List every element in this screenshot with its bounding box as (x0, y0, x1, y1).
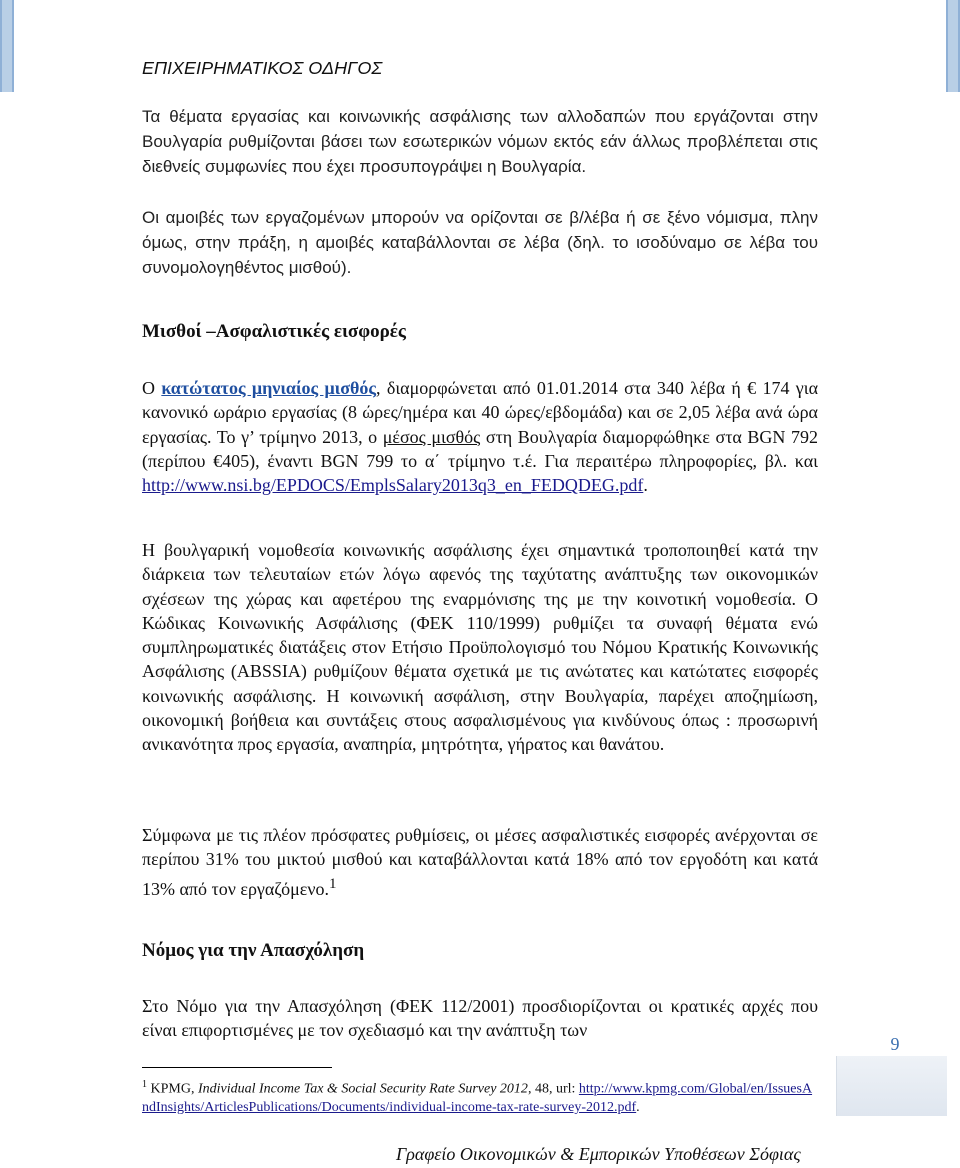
intro-paragraph-2: Οι αμοιβές των εργαζομένων μπορούν να ορίζονται σε β/λέβα ή σε ξένο νόμισμα, πλην όμως, στην πράξη, η αμοιβές καταβάλλονται σε λέβα (δηλ. το ισοδύναμο σε λέβα του συνομολογηθέντος μισθού). (142, 208, 818, 277)
average-salary-term: μέσος μισθός (382, 426, 481, 447)
right-margin-bar (946, 0, 960, 92)
footnote-reference[interactable]: 1 (328, 875, 337, 892)
page-number-tab (836, 1056, 947, 1116)
page-header-title: ΕΠΙΧΕΙΡΗΜΑΤΙΚΟΣ ΟΔΗΓΟΣ (142, 58, 383, 78)
footnote-divider (142, 1067, 332, 1068)
text-run: Ο (142, 378, 162, 398)
minimum-wage-paragraph (142, 376, 818, 497)
text-run: KPMG, (147, 1081, 198, 1097)
social-security-paragraph: Η βουλγαρική νομοθεσία κοινωνικής ασφάλισης έχει σημαντικά τροποποιηθεί κατά την διάρκεια των τελευταίων ετών λόγω αφενός της ταχύτατης ανάπτυξης των οικονομικών σχέσεων της χώρας και αφετέρου της εναρμόνισης της με την κοινοτική νομοθεσία. Ο Κώδικας Κοινωνικής Ασφάλισης (ΦΕΚ 110/1999) ρυθμίζει τα συναφή θέματα ενώ συμπληρωματικές διατάξεις στον Ετήσιο Προϋπολογισμό του Νόμου Κρατικής Κοινωνικής Ασφάλισης (ABSSIA) ρυθμίζουν θέματα σχετικά με τις ανώτατες και κατώτατες εισφορές κοινωνικής ασφάλισης. Η κοινωνική ασφάλιση, στην Βουλγαρία, παρέχει αποζημίωση, οικονομική βοήθεια και συντάξεις στους ασφαλισμένους για κινδύνους όπως : προσωρινή ανικανότητα προς εργασία, αναπηρία, μητρότητα, γήρατος και θανάτου. (142, 540, 818, 755)
text-run: . (643, 475, 648, 496)
nsi-salary-link[interactable]: http://www.nsi.bg/EPDOCS/EmplsSalary2013q3_en_FEDQDEG.pdf (142, 475, 644, 496)
footnote-marker: 1 (142, 1079, 147, 1090)
intro-paragraph-1: Τα θέματα εργασίας και κοινωνικής ασφάλισης των αλλοδαπών που εργάζονται στην Βουλγαρία ρυθμίζονται βάσει των εσωτερικών νόμων εκτός εάν άλλως προβλέπεται στις διεθνείς συμφωνίες που έχει προσυπογράψει η Βουλγαρία. (142, 107, 818, 176)
kpmg-survey-link[interactable]: http://www.kpmg.com/Global/en/IssuesAndInsights/ArticlesPublications/Documents/individual-income-tax-rate-survey-2012.pdf (142, 1081, 813, 1115)
text-run: στη Βουλγαρία διαμορφώθηκε στα BGN 792 (περίπου €405), έναντι BGN 799 το α΄ τρίμηνο τ.έ. Για περαιτέρω πληροφορίες, βλ. και (142, 426, 818, 471)
employment-law-paragraph: Στο Νόμο για την Απασχόληση (ΦΕΚ 112/2001) προσδιορίζονται οι κρατικές αρχές που είναι επιφορτισμένες με τον σχεδιασμό και την ανάπτυξη των (142, 996, 818, 1041)
footnote (142, 1076, 814, 1117)
text-run: , 48, url: (527, 1081, 579, 1097)
survey-title: Individual Income Tax & Social Security Rate Survey 2012 (197, 1081, 528, 1097)
minimum-wage-link[interactable]: κατώτατος μηνιαίος μισθός (161, 378, 377, 398)
section-heading-employment: Νόμος για την Απασχόληση (142, 940, 365, 961)
page-number: 9 (890, 1034, 900, 1054)
left-margin-bar (0, 0, 14, 92)
text-run: , διαμορφώνεται από 01.01.2014 στα 340 λέβα ή € 174 για κανονικό ωράριο εργασίας (8 ώρες/ημέρα και 40 ώρες/εβδομάδα) και σε 2,05 λέβα ανά ώρα εργασίας. Το γ’ τρίμηνο 2013, ο (142, 378, 819, 447)
page-footer: Γραφείο Οικονομικών & Εμπορικών Υποθέσεων Σόφιας (396, 1144, 801, 1164)
contributions-paragraph (142, 823, 818, 901)
text-run: Σύμφωνα με τις πλέον πρόσφατες ρυθμίσεις, οι μέσες ασφαλιστικές εισφορές ανέρχονται σε περίπου 31% του μικτού μισθού και καταβάλλονται κατά 18% από τον εργοδότη και κατά 13% από τον εργαζόμενο. (142, 825, 818, 899)
section-heading-salaries: Μισθοί –Ασφαλιστικές εισφορές (142, 321, 406, 342)
text-run: . (636, 1099, 640, 1115)
